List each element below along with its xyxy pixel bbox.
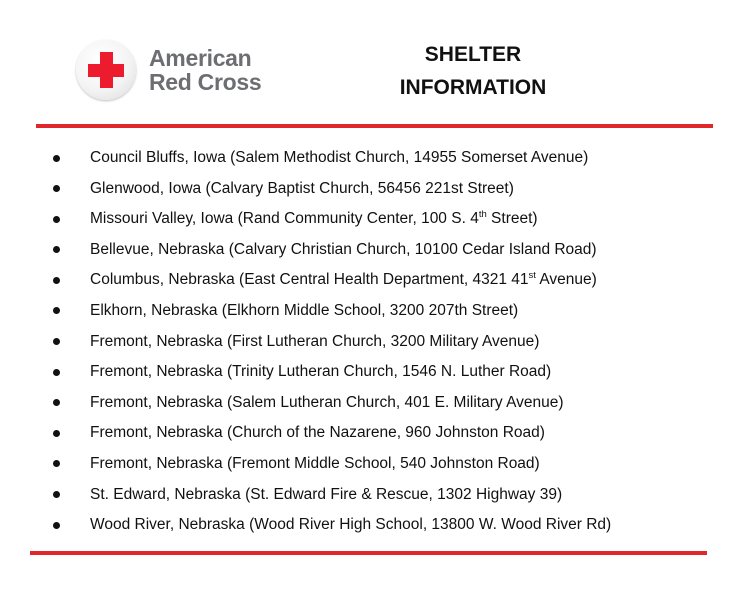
bullet-icon — [53, 491, 60, 498]
shelter-list-item — [0, 235, 750, 266]
bullet-icon — [53, 307, 60, 314]
shelter-list-item — [0, 327, 750, 358]
shelter-text-main: Columbus, Nebraska (East Central Health Department, 4321 41 — [90, 271, 529, 289]
bullet-icon — [53, 338, 60, 345]
shelter-list-item — [0, 388, 750, 419]
shelter-list-item — [0, 510, 750, 541]
bullet-icon — [53, 155, 60, 162]
bullet-icon — [53, 522, 60, 529]
bullet-icon — [53, 460, 60, 467]
shelter-text-main: Missouri Valley, Iowa (Rand Community Center, 100 S. 4 — [90, 210, 479, 228]
american-red-cross-logo — [76, 38, 276, 102]
shelter-list-item — [0, 296, 750, 327]
shelter-text — [90, 265, 597, 296]
page-title — [360, 38, 586, 104]
shelter-text: Fremont, Nebraska (Church of the Nazarene, 960 Johnston Road) — [90, 424, 545, 442]
shelter-text: Bellevue, Nebraska (Calvary Christian Church, 10100 Cedar Island Road) — [90, 240, 597, 258]
logo-line-2: Red Cross — [149, 69, 262, 95]
title-line-1: SHELTER — [424, 43, 522, 66]
shelter-text: Glenwood, Iowa (Calvary Baptist Church, 56456 221st Street) — [90, 179, 514, 197]
shelter-list-item — [0, 143, 750, 174]
bullet-icon — [53, 246, 60, 253]
shelter-text-rest: Avenue) — [535, 271, 597, 289]
bottom-divider — [30, 551, 707, 555]
shelter-text: Fremont, Nebraska (First Lutheran Church, 3200 Military Avenue) — [90, 332, 540, 350]
shelter-text: Wood River, Nebraska (Wood River High School, 13800 W. Wood River Rd) — [90, 516, 612, 534]
shelter-list — [0, 143, 750, 541]
bullet-icon — [53, 185, 60, 192]
ordinal-suffix: st — [528, 270, 536, 282]
shelter-list-item — [0, 418, 750, 449]
logo-line-1: American — [149, 45, 252, 71]
bullet-icon — [53, 369, 60, 376]
shelter-list-item — [0, 265, 750, 296]
bullet-icon — [53, 430, 60, 437]
shelter-text: Fremont, Nebraska (Fremont Middle School, 540 Johnston Road) — [90, 454, 540, 472]
shelter-text: Council Bluffs, Iowa (Salem Methodist Church, 14955 Somerset Avenue) — [90, 149, 589, 166]
bullet-icon — [53, 399, 60, 406]
title-line-2: INFORMATION — [399, 76, 547, 99]
shelter-list-item — [0, 357, 750, 388]
bullet-icon — [53, 216, 60, 223]
shelter-text — [90, 204, 538, 235]
shelter-list-item — [0, 204, 750, 235]
shelter-text-rest: Street) — [486, 210, 538, 228]
shelter-text: St. Edward, Nebraska (St. Edward Fire & Rescue, 1302 Highway 39) — [90, 485, 563, 503]
ordinal-suffix: th — [478, 209, 487, 221]
shelter-text: Fremont, Nebraska (Trinity Lutheran Church, 1546 N. Luther Road) — [90, 363, 552, 381]
shelter-list-item — [0, 480, 750, 511]
top-divider — [36, 124, 713, 128]
bullet-icon — [53, 277, 60, 284]
shelter-list-item — [0, 174, 750, 205]
shelter-list-item — [0, 449, 750, 480]
shelter-text: Elkhorn, Nebraska (Elkhorn Middle School, 3200 207th Street) — [90, 301, 519, 319]
red-cross-icon — [76, 40, 136, 100]
logo-wordmark — [149, 46, 261, 94]
shelter-text: Fremont, Nebraska (Salem Lutheran Church, 401 E. Military Avenue) — [90, 393, 564, 411]
